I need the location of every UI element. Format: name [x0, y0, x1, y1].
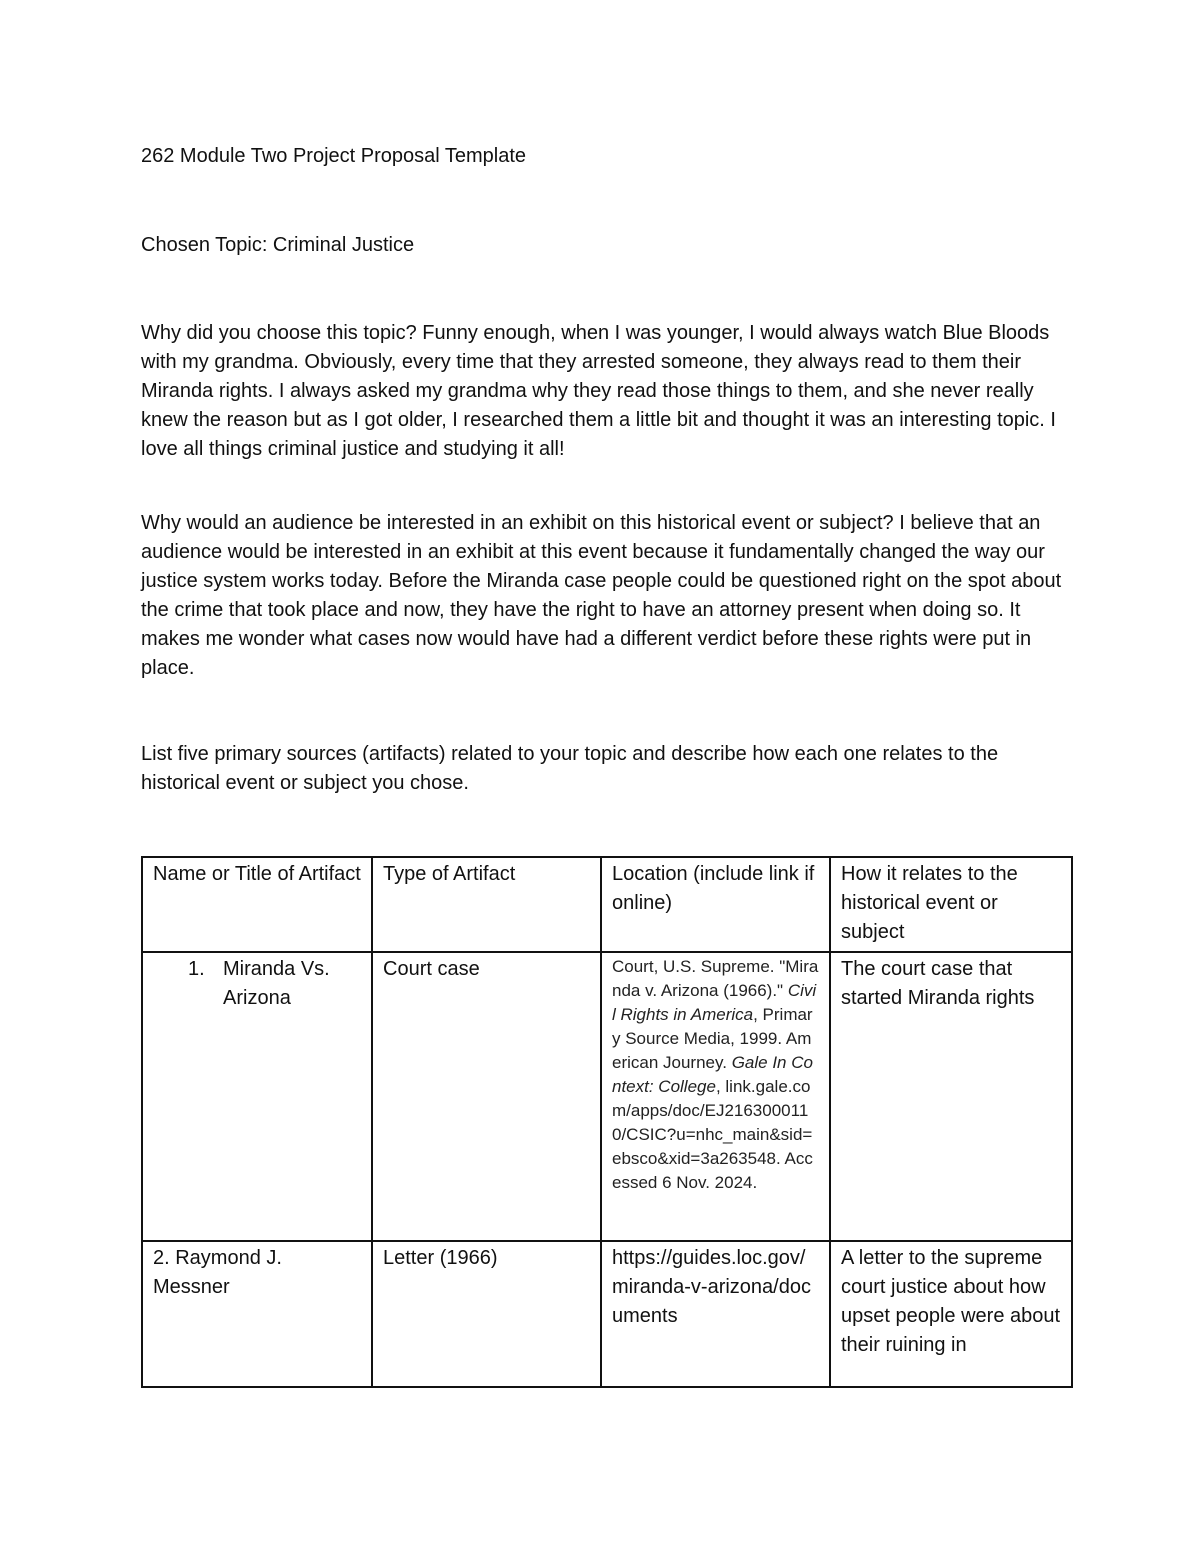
artifact-location-cell — [601, 952, 830, 1241]
why-choose-paragraph: Why did you choose this topic? Funny enough, when I was younger, I would always watch Blue Bloods with my grandma. Obviously, every time that they arrested someone, they always read to them their Miranda rights. I always asked my grandma why they read those things to them, and she never really knew the reason but as I got older, I researched them a little bit and thought it was an interesting topic. I love all things criminal justice and studying it all! — [141, 322, 1056, 460]
citation-italic: Gale In Context: College — [612, 1053, 813, 1096]
header-location: Location (include link if online) — [601, 857, 830, 952]
artifact-type: Court case — [372, 952, 601, 1241]
artifact-name-cell — [142, 952, 372, 1241]
artifact-name: Miranda Vs. Arizona — [223, 958, 330, 1009]
table-header-row — [142, 857, 1072, 952]
chosen-topic: Chosen Topic: Criminal Justice — [141, 234, 415, 256]
header-relation: How it relates to the historical event or subject — [830, 857, 1072, 952]
table-row — [142, 952, 1072, 1241]
artifact-relation: A letter to the supreme court justice about how upset people were about their ruining in — [830, 1241, 1072, 1387]
citation-part: Court, U.S. Supreme. "Miranda v. Arizona (1966)." — [612, 957, 819, 1000]
artifact-relation: The court case that started Miranda rights — [830, 952, 1072, 1241]
list-prompt-paragraph: List five primary sources (artifacts) related to your topic and describe how each one relates to the historical event or subject you chose. — [141, 743, 999, 794]
citation-part: , link.gale.com/apps/doc/EJ2163000110/CSIC?u=nhc_main&sid=ebsco&xid=3a263548. Accessed 6 Nov. 2024. — [612, 1077, 813, 1192]
artifact-type: Letter (1966) — [372, 1241, 601, 1387]
citation-italic: Civil Rights in America — [612, 981, 817, 1024]
artifacts-table — [141, 856, 1073, 1388]
header-name: Name or Title of Artifact — [142, 857, 372, 952]
document-title: 262 Module Two Project Proposal Template — [141, 145, 527, 167]
artifact-number: 1. — [188, 958, 205, 980]
table-row — [142, 1241, 1072, 1387]
why-interested-paragraph: Why would an audience be interested in an exhibit on this historical event or subject? I believe that an audience would be interested in an exhibit at this event because it fundamentally changed the way our justice system works today. Before the Miranda case people could be questioned right on the spot about the crime that took place and now, they have the right to have an attorney present when doing so. It makes me wonder what cases now would have had a different verdict before these rights were put in place. — [141, 512, 1062, 679]
artifact-location-link[interactable]: https://guides.loc.gov/miranda-v-arizona/documents — [601, 1241, 830, 1387]
citation-part: , Primary Source Media, 1999. American Journey. — [612, 1005, 813, 1072]
artifact-name: 2. Raymond J. Messner — [142, 1241, 372, 1387]
header-type: Type of Artifact — [372, 857, 601, 952]
citation-text — [612, 955, 819, 1195]
